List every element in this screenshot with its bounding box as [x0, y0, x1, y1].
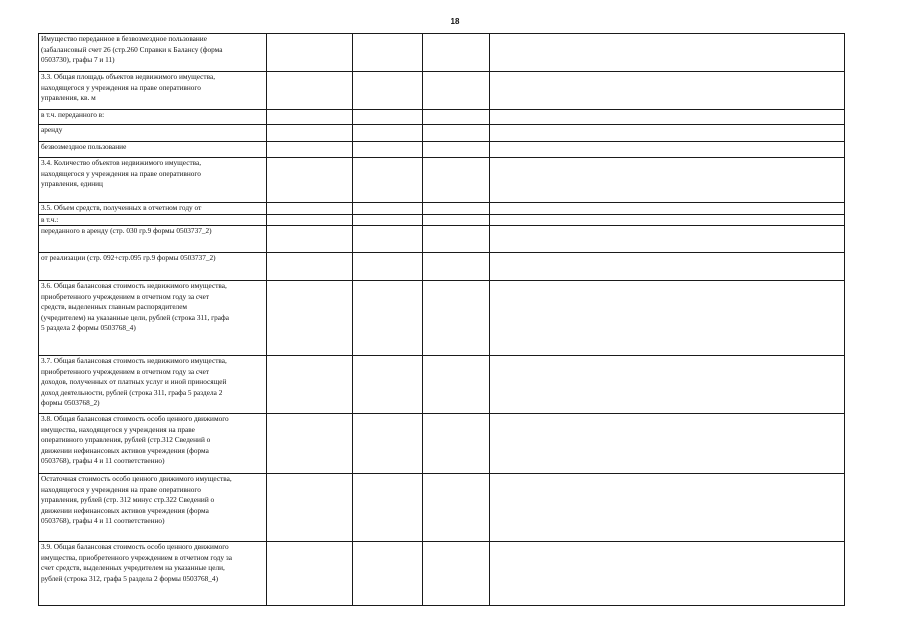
row-label: в т.ч.: [39, 214, 267, 226]
value-cell [267, 281, 353, 356]
page-number: 18 [450, 17, 460, 26]
row-label: Имущество переданное в безвозмездное пользование (забалансовый счет 26 (стр.260 Справки к Балансу (форма 0503730), графы 7 и 11) [39, 34, 267, 72]
value-cell [353, 356, 423, 414]
row-label: аренду [39, 125, 267, 142]
value-cell [267, 125, 353, 142]
value-cell [423, 158, 490, 203]
value-cell [267, 356, 353, 414]
value-cell [423, 356, 490, 414]
table-row [39, 214, 845, 226]
row-label: переданного в аренду (стр. 030 гр.9 формы 0503737_2) [39, 226, 267, 253]
value-cell [423, 214, 490, 226]
value-cell [353, 158, 423, 203]
value-cell [267, 203, 353, 215]
table-row [39, 281, 845, 356]
value-cell [353, 110, 423, 125]
table-row [39, 203, 845, 215]
table-row [39, 542, 845, 606]
report-table [38, 33, 845, 606]
value-cell [267, 34, 353, 72]
value-cell [267, 253, 353, 281]
value-cell [490, 253, 845, 281]
table-row [39, 158, 845, 203]
row-label: 3.3. Общая площадь объектов недвижимого имущества, находящегося у учреждения на праве оперативного управления, кв. м [39, 72, 267, 110]
value-cell [353, 203, 423, 215]
table-row [39, 110, 845, 125]
table-row [39, 253, 845, 281]
value-cell [353, 34, 423, 72]
table-row [39, 414, 845, 474]
value-cell [490, 356, 845, 414]
table-row [39, 125, 845, 142]
value-cell [423, 125, 490, 142]
value-cell [423, 142, 490, 158]
value-cell [353, 474, 423, 542]
value-cell [490, 474, 845, 542]
value-cell [353, 414, 423, 474]
row-label: безвозмездное пользование [39, 142, 267, 158]
table-row [39, 142, 845, 158]
value-cell [490, 203, 845, 215]
row-label: 3.4. Количество объектов недвижимого имущества, находящегося у учреждения на праве оперативного управления, единиц [39, 158, 267, 203]
value-cell [490, 158, 845, 203]
value-cell [490, 226, 845, 253]
table-row [39, 356, 845, 414]
value-cell [353, 142, 423, 158]
value-cell [353, 542, 423, 606]
value-cell [353, 214, 423, 226]
value-cell [353, 253, 423, 281]
value-cell [423, 281, 490, 356]
table-row [39, 226, 845, 253]
value-cell [423, 34, 490, 72]
value-cell [267, 226, 353, 253]
table-row [39, 474, 845, 542]
value-cell [423, 203, 490, 215]
value-cell [490, 125, 845, 142]
row-label: 3.7. Общая балансовая стоимость недвижимого имущества, приобретенного учреждением в отчетном году за счет доходов, полученных от платных услуг и иной приносящей доход деятельности, рублей (строка 311, графа 5 раздела 2 формы 0503768_2) [39, 356, 267, 414]
value-cell [423, 474, 490, 542]
row-label: Остаточная стоимость особо ценного движимого имущества, находящегося у учреждения на праве оперативного управления, рублей (стр. 312 минус стр.322 Сведений о движении нефинансовых активов учреждения (форма 0503768), графы 4 и 11 соответственно) [39, 474, 267, 542]
value-cell [490, 214, 845, 226]
value-cell [353, 226, 423, 253]
value-cell [490, 281, 845, 356]
value-cell [490, 542, 845, 606]
value-cell [490, 414, 845, 474]
value-cell [423, 414, 490, 474]
value-cell [490, 110, 845, 125]
value-cell [267, 110, 353, 125]
value-cell [267, 414, 353, 474]
value-cell [267, 72, 353, 110]
value-cell [267, 474, 353, 542]
value-cell [490, 72, 845, 110]
row-label: 3.5. Объем средств, полученных в отчетном году от [39, 203, 267, 215]
value-cell [423, 72, 490, 110]
value-cell [267, 158, 353, 203]
table-row [39, 72, 845, 110]
value-cell [267, 214, 353, 226]
value-cell [423, 542, 490, 606]
row-label: в т.ч. переданного в: [39, 110, 267, 125]
value-cell [490, 142, 845, 158]
value-cell [267, 142, 353, 158]
value-cell [353, 281, 423, 356]
value-cell [353, 72, 423, 110]
row-label: 3.6. Общая балансовая стоимость недвижимого имущества, приобретенного учреждением в отчетном году за счет средств, выделенных главным распорядителем (учредителем) на указанные цели, рублей (строка 311, графа 5 раздела 2 формы 0503768_4) [39, 281, 267, 356]
table-row [39, 34, 845, 72]
value-cell [423, 253, 490, 281]
row-label: от реализации (стр. 092+стр.095 гр.9 формы 0503737_2) [39, 253, 267, 281]
value-cell [423, 226, 490, 253]
row-label: 3.9. Общая балансовая стоимость особо ценного движимого имущества, приобретенного учреждением в отчетном году за счет средств, выделенных учредителем на указанные цели, рублей (строка 312, графа 5 раздела 2 формы 0503768_4) [39, 542, 267, 606]
value-cell [490, 34, 845, 72]
value-cell [353, 125, 423, 142]
row-label: 3.8. Общая балансовая стоимость особо ценного движимого имущества, находящегося у учреждения на праве оперативного управления, рублей (стр.312 Сведений о движении нефинансовых активов учреждения (форма 0503768), графы 4 и 11 соответственно) [39, 414, 267, 474]
value-cell [423, 110, 490, 125]
value-cell [267, 542, 353, 606]
